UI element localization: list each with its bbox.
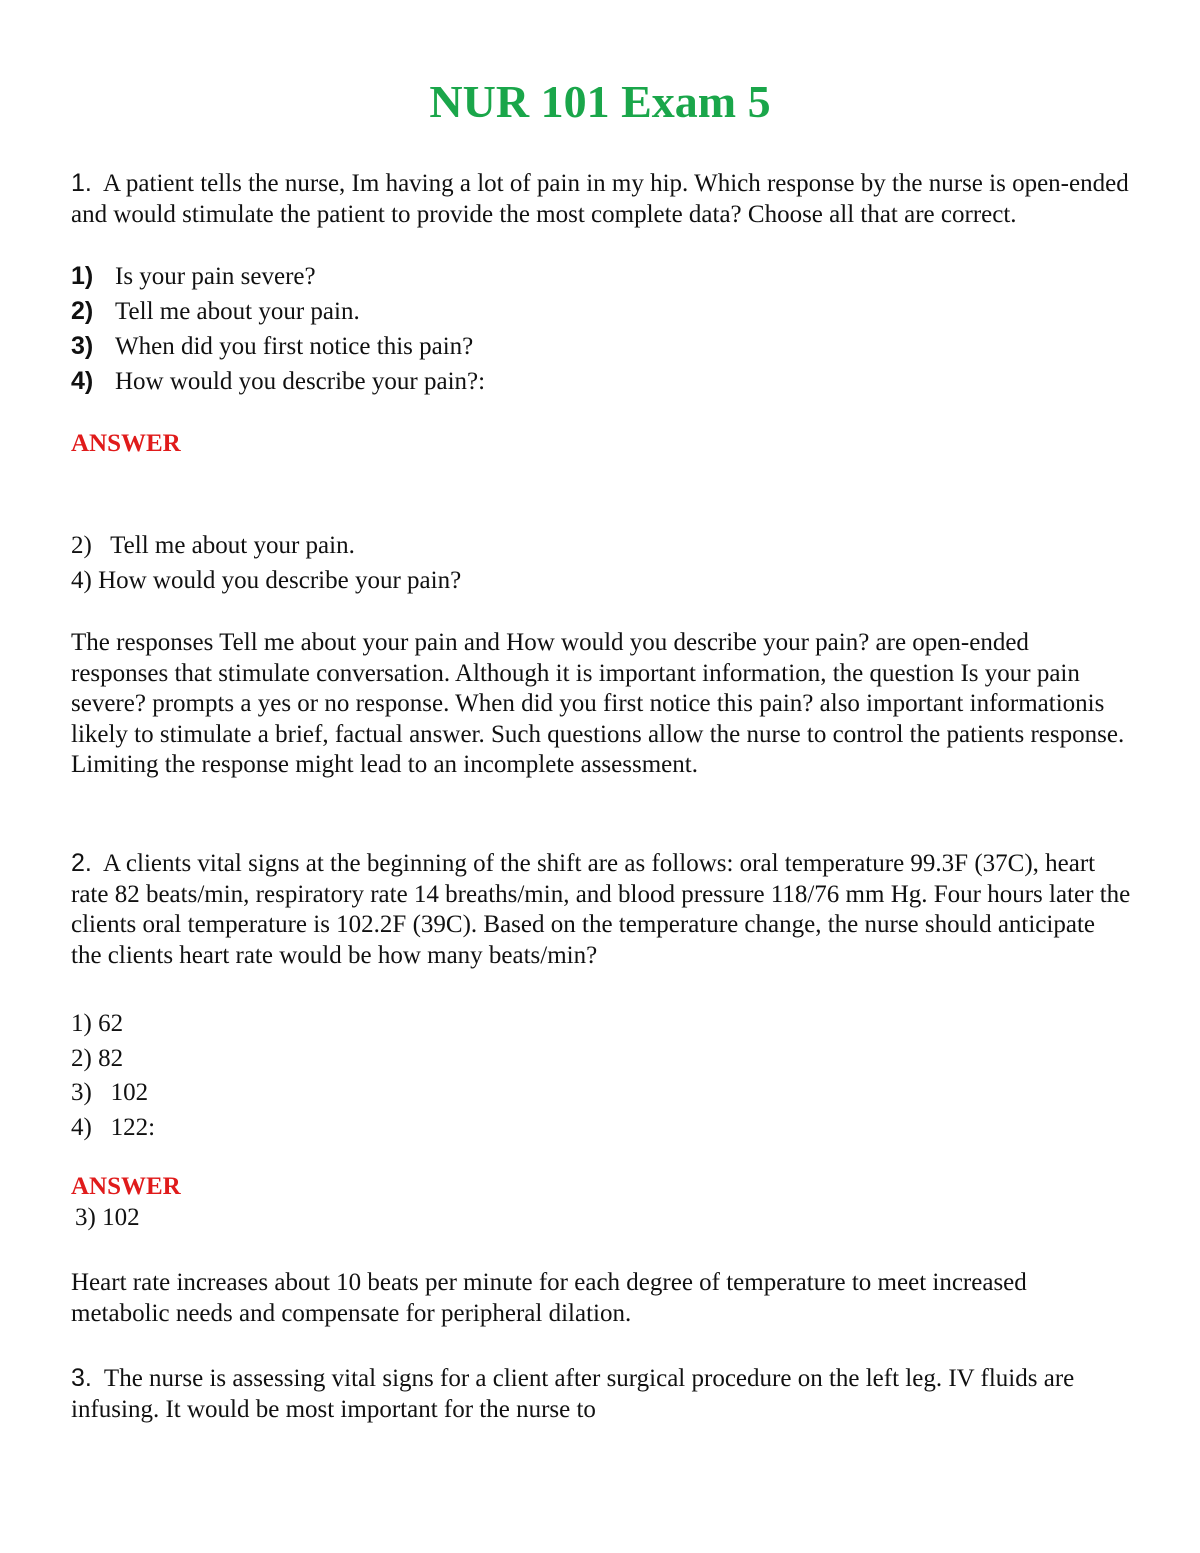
question-1 <box>71 168 1131 230</box>
question-2-options <box>71 1007 1131 1145</box>
option-item: 1) 62 <box>71 1010 124 1037</box>
answer-label: ANSWER <box>71 1173 181 1200</box>
question-number: 1. <box>71 169 92 197</box>
rationale-text: The responses Tell me about your pain and How would you describe your pain? are open-ended responses that stimulate conversation. Although it is important information, the question Is your pain severe? prompts a yes or no response. When did you first notice this pain? also important informationis likely to stimulate a brief, factual answer. Such questions allow the nurse to control the patients response. <box>71 629 1125 748</box>
question-text: The nurse is assessing vital signs for a client after surgical procedure on the left leg. IV fluids are infusing. It would be most important for the nurse to <box>71 1365 1075 1423</box>
page-title: NUR 101 Exam 5 <box>429 76 771 127</box>
option-item: 4) 122: <box>71 1113 156 1141</box>
question-number: 2. <box>71 849 92 877</box>
rationale-text-2: Limiting the response might lead to an incomplete assessment. <box>71 751 698 778</box>
answer-item: 2) Tell me about your pain. <box>71 532 355 559</box>
question-1-answers <box>71 529 1131 598</box>
question-text: A patient tells the nurse, Im having a lot of pain in my hip. Which response by the nurse is open-ended and would stimulate the patient to provide the most complete data? Choose all that are correct. <box>71 170 1129 228</box>
option-item: 3) When did you first notice this pain? <box>71 332 474 360</box>
option-item: 1) Is your pain severe? <box>71 262 316 290</box>
answer-label: ANSWER <box>71 430 181 457</box>
option-item: 2) 82 <box>71 1044 124 1072</box>
question-2-rationale: Heart rate increases about 10 beats per minute for each degree of temperature to meet increased metabolic needs and compensate for peripheral dilation. <box>71 1269 1027 1327</box>
option-item: 3) 102 <box>71 1079 149 1106</box>
question-1-rationale <box>71 628 1131 781</box>
answer-item: 4) How would you describe your pain? <box>71 566 462 594</box>
question-1-options <box>71 259 1131 399</box>
option-item: 4) How would you describe your pain?: <box>71 367 486 395</box>
question-number: 3. <box>71 1364 92 1392</box>
question-text: A clients vital signs at the beginning of the shift are as follows: oral temperature 99.3F (37C), heart rate 82 beats/min, respiratory rate 14 breaths/min, and blood pressure 118/76 mm Hg. Four hours later the clients oral temperature is 102.2F (39C). Based on the temperature change, the nurse should anticipate the clients heart rate would be how many beats/min? <box>71 850 1131 969</box>
question-2 <box>71 848 1131 971</box>
question-2-answer: 3) 102 <box>75 1204 140 1231</box>
question-3 <box>71 1363 1131 1425</box>
option-item: 2) Tell me about your pain. <box>71 297 360 325</box>
